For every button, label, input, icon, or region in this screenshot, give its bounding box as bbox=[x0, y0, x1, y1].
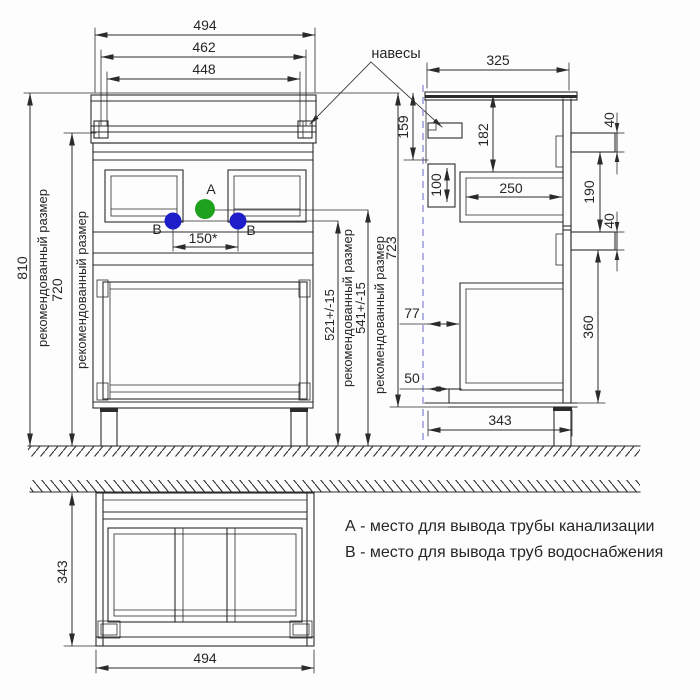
label-recommended-723: рекомендованный размер bbox=[372, 236, 387, 394]
dim-side-depth-top: 325 bbox=[486, 52, 510, 68]
dim-worktop-to-drawer: 182 bbox=[475, 123, 491, 147]
water-point-marker-right bbox=[230, 213, 247, 230]
label-recommended-720: рекомендованный размер bbox=[74, 211, 89, 369]
legend-line-a: А - место для вывода трубы канализации bbox=[345, 518, 655, 535]
dim-handle-height-bottom: 40 bbox=[601, 213, 617, 229]
dim-height-720: 720 bbox=[49, 278, 65, 302]
dim-handle-height-top: 40 bbox=[601, 112, 617, 128]
water-point-marker-left bbox=[165, 213, 182, 230]
point-a-label: A bbox=[206, 181, 216, 197]
point-b-label-right: B bbox=[246, 222, 256, 238]
label-recommended-810: рекомендованный размер bbox=[35, 189, 50, 347]
hangers-callout bbox=[310, 46, 442, 127]
dim-base-depth: 343 bbox=[488, 412, 512, 428]
dim-front-width-inner: 448 bbox=[192, 61, 216, 77]
dim-plan-width: 494 bbox=[193, 650, 217, 666]
dim-pipes-spacing: 150* bbox=[188, 230, 218, 246]
dim-bottom-recess: 50 bbox=[404, 370, 420, 386]
dim-plan-depth: 343 bbox=[54, 560, 70, 584]
plan-view-linework bbox=[30, 480, 640, 646]
dim-wall-to-drawer: 77 bbox=[404, 305, 420, 321]
dim-outlet-box-height: 100 bbox=[428, 173, 444, 197]
ground-line-upper bbox=[28, 446, 640, 457]
dim-cabinet-height: 723 bbox=[383, 236, 399, 260]
dim-front-width-top: 494 bbox=[193, 17, 217, 33]
pipe-points bbox=[152, 181, 255, 251]
installation-dimensions bbox=[181, 93, 450, 446]
side-view-linework bbox=[423, 85, 615, 446]
front-top-dimensions bbox=[95, 17, 315, 126]
point-b-label-left: B bbox=[152, 221, 162, 237]
dim-hanger-offset: 159 bbox=[395, 115, 411, 139]
dim-drain-height: 541+/-15 bbox=[353, 282, 368, 334]
drain-point-marker bbox=[195, 199, 215, 219]
legend bbox=[345, 518, 663, 561]
label-recommended-541: рекомендованный размер bbox=[340, 229, 355, 387]
dim-height-810: 810 bbox=[14, 256, 30, 280]
legend-line-b: В - место для вывода труб водоснабжения bbox=[345, 544, 664, 561]
dim-water-supply-height: 521+/-15 bbox=[322, 289, 337, 341]
hangers-label: навесы bbox=[371, 46, 421, 62]
dim-drawer-depth: 250 bbox=[499, 180, 523, 196]
dim-handles-gap: 190 bbox=[581, 180, 597, 204]
dim-lower-front-height: 360 bbox=[580, 315, 596, 339]
dim-front-width-mid: 462 bbox=[192, 39, 216, 55]
side-view-dimensions bbox=[395, 52, 624, 436]
left-height-dimensions bbox=[14, 93, 89, 446]
